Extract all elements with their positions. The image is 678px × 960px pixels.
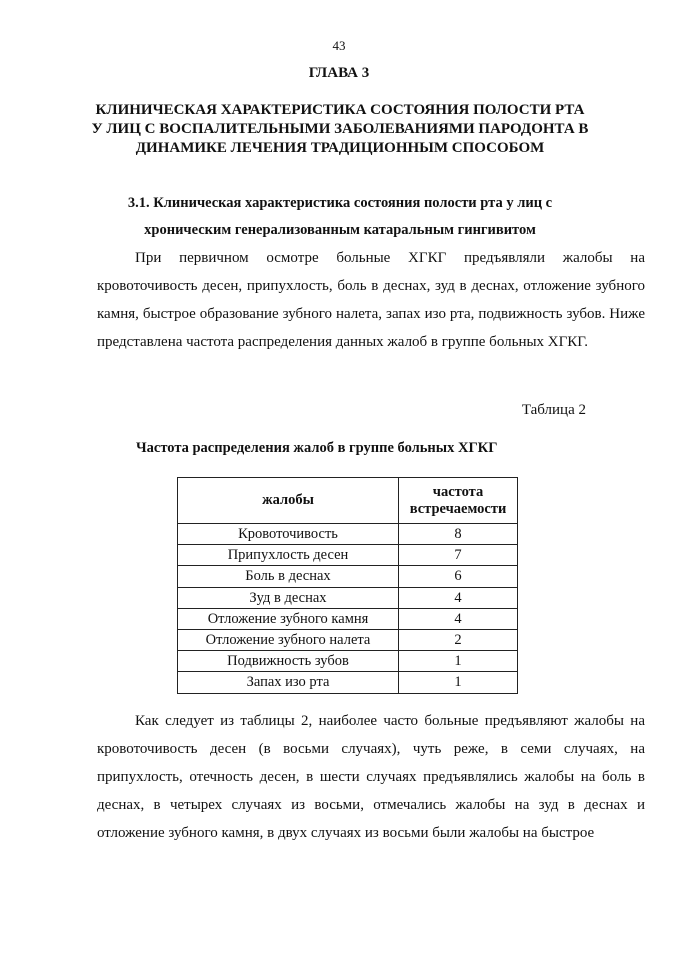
frequency-cell: 8	[399, 524, 518, 545]
section-title: 3.1. Клиническая характеристика состояния полости рта у лиц с хроническим генерализованным катаральным гингивитом	[127, 195, 553, 238]
complaint-cell: Подвижность зубов	[178, 651, 399, 672]
frequency-cell: 4	[399, 587, 518, 608]
complaint-cell: Отложение зубного камня	[178, 608, 399, 629]
complaint-cell: Боль в деснах	[178, 566, 399, 587]
table-header-row	[178, 478, 518, 524]
table-row	[178, 672, 518, 693]
table-row	[178, 566, 518, 587]
frequency-cell: 2	[399, 629, 518, 650]
page-number: 43	[332, 38, 346, 53]
paragraph-analysis	[97, 707, 645, 847]
table-label: Таблица 2	[521, 402, 586, 418]
complaint-cell: Отложение зубного налета	[178, 629, 399, 650]
frequency-cell: 6	[399, 566, 518, 587]
complaint-cell: Припухлость десен	[178, 545, 399, 566]
header-complaints: жалобы	[178, 478, 399, 524]
table-row	[178, 545, 518, 566]
chapter-title: ГЛАВА 3	[308, 65, 370, 81]
frequency-cell: 7	[399, 545, 518, 566]
table-row	[178, 651, 518, 672]
frequency-cell: 1	[399, 672, 518, 693]
table-row	[178, 629, 518, 650]
table-row	[178, 608, 518, 629]
header-frequency: частота встречаемости	[399, 478, 518, 524]
complaint-cell: Запах изо рта	[178, 672, 399, 693]
table-caption: Частота распределения жалоб в группе больных ХГКГ	[136, 440, 498, 456]
chapter-subtitle: КЛИНИЧЕСКАЯ ХАРАКТЕРИСТИКА СОСТОЯНИЯ ПОЛОСТИ РТА У ЛИЦ С ВОСПАЛИТЕЛЬНЫМИ ЗАБОЛЕВАНИЯМИ ПАРОДОНТА В ДИНАМИКЕ ЛЕЧЕНИЯ ТРАДИЦИОННЫМ СПОСОБОМ	[91, 102, 589, 156]
table-row	[178, 524, 518, 545]
paragraph-intro	[97, 244, 645, 356]
table-row	[178, 587, 518, 608]
complaint-cell: Зуд в деснах	[178, 587, 399, 608]
complaints-table	[177, 477, 518, 694]
complaint-cell: Кровоточивость	[178, 524, 399, 545]
frequency-cell: 1	[399, 651, 518, 672]
paragraph-intro-text: При первичном осмотре больные ХГКГ предъявляли жалобы на кровоточивость десен, припухлость, боль в деснах, зуд в деснах, отложение зубного камня, быстрое образование зубного налета, запах изо рта, подвижность зубов. Ниже представлена частота распределения данных жалоб в группе больных ХГКГ.	[97, 250, 645, 350]
frequency-cell: 4	[399, 608, 518, 629]
paragraph-analysis-text: Как следует из таблицы 2, наиболее часто больные предъявляют жалобы на кровоточивость десен (в восьми случаях), чуть реже, в семи случаях, на припухлость, отечность десен, в шести случаях предъявлялись жалобы на боль в деснах, в четырех случаях из восьми, отмечались жалобы на зуд в деснах и отложение зубного камня, в двух случаях из восьми были жалобы на быстрое	[97, 713, 645, 841]
